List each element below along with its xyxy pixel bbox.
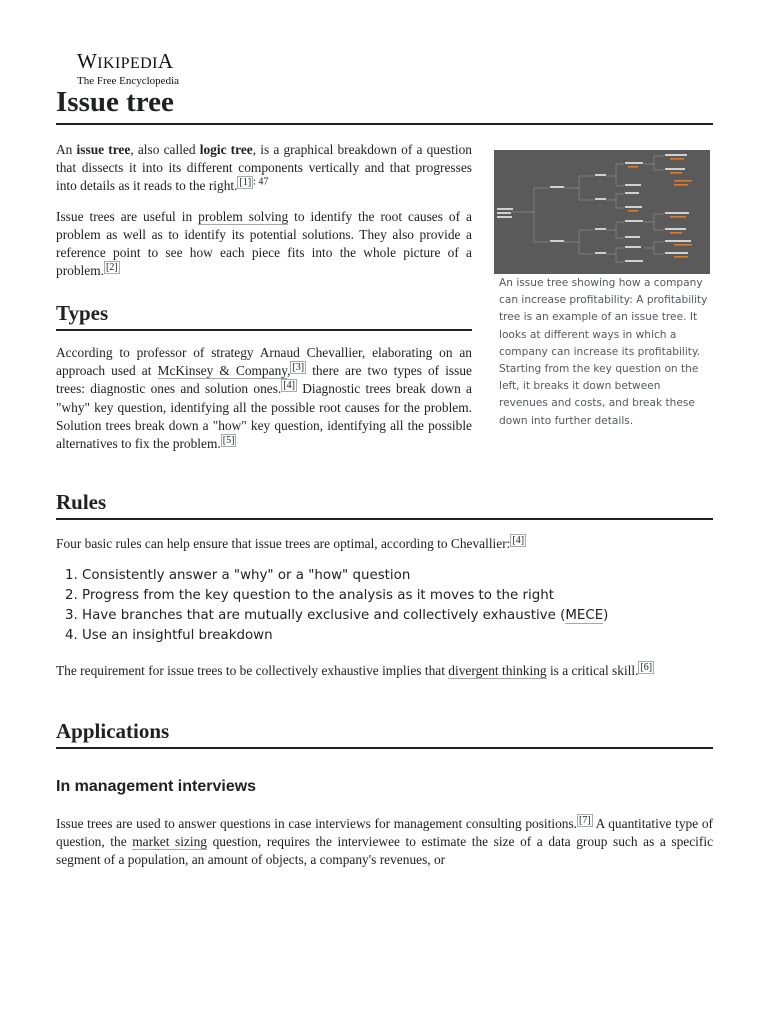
citation-4[interactable]: [4] [283,379,295,391]
applications-paragraph [56,815,713,870]
rule-item-3 [82,606,608,626]
figure-caption: An issue tree showing how a company can increase profitability: A profitability tree is an example of an issue tree. It looks at different ways in which a company can increase its profitability. Starting from the key question on the left, it breaks it down between revenues and costs, and break these down into further details. [499,277,708,427]
text: Diagnostic trees break down a "why" key question, identifying all the possible root causes for the problem. Solution trees break down a "how" key question, identifying all the possible alternatives to fix the problem. [56,381,472,452]
rule-item-2: 2. Progress from the key question to the analysis as it moves to the right [82,586,608,606]
section-heading-applications: Applications [56,718,713,749]
text: Issue trees are used to answer questions in case interviews for management consulting positions. [56,816,578,831]
citation-3[interactable]: [3] [292,361,305,373]
text: Have branches that are mutually exclusive and collectively exhaustive ( [82,608,566,623]
types-paragraph [56,344,472,453]
citation-6[interactable]: [6] [640,661,653,673]
text: According to professor of strategy Arnaud Chevallier, elaborating on an approach used at [56,345,472,379]
citation-4b[interactable]: [4] [512,534,525,546]
types-section [56,344,472,453]
text: there are two types of issue trees: diagnostic ones and solution ones. [56,363,472,397]
rule-item-1: 1. Consistently answer a "why" or a "how" question [82,566,608,586]
text: question, requires the interviewee to estimate the size of a data group such as a specific segment of a population, an amount of objects, a company's revenues, or [56,834,714,868]
bold-term-logic-tree: logic tree [199,142,253,157]
citation-page: : 47 [253,176,269,188]
section-heading-types: Types [56,300,472,331]
citation-1[interactable]: [1] [239,176,252,188]
text: An [56,142,77,157]
link-problem-solving[interactable]: problem solving [198,208,289,224]
section-heading-rules: Rules [56,489,713,520]
text: Four basic rules can help ensure that issue trees are optimal, according to Chevallier: [56,536,511,551]
link-mckinsey[interactable]: McKinsey & Company [157,363,288,379]
page-title: Issue tree [56,84,713,125]
text: , [287,363,291,379]
link-mece[interactable]: MECE [565,608,604,623]
text: The requirement for issue trees to be collectively exhaustive implies that [56,663,449,678]
figure-issue-tree [494,150,710,430]
wikipedia-logo[interactable] [77,50,217,88]
rules-after-paragraph [56,662,713,680]
text: , also called [130,142,200,157]
text: is a critical skill. [546,663,639,678]
citation-2[interactable]: [2] [105,261,118,273]
citation-7[interactable]: [7] [579,814,591,826]
link-market-sizing[interactable]: market sizing [132,834,207,850]
logo-wordmark: WIKIPEDIA [77,49,174,73]
text: A quantitative type of question, the [56,816,713,850]
intro-paragraph-2 [56,208,472,281]
subsection-heading-management-interviews: In management interviews [56,778,257,795]
rules-list [56,566,608,646]
issue-tree-image[interactable] [494,150,710,274]
text: , is a graphical breakdown of a question that dissects it into its different components vertically and that progresses into details as it reads to the right. [56,142,472,194]
rule-item-4: 4. Use an insightful breakdown [82,626,608,646]
text: to identify the root causes of a problem as well as to identify its potential solutions. They also provide a reference point to see how each piece fits into the whole picture of a problem. [56,208,472,279]
issue-tree-diagram [494,150,710,274]
logo-tagline: The Free Encyclopedia [77,75,180,87]
intro-paragraph-1 [56,141,472,196]
intro-section [56,141,472,280]
bold-term-issue-tree: issue tree [76,142,131,157]
text: Issue trees are useful in [56,208,199,224]
citation-5[interactable]: [5] [222,434,235,446]
text: ) [603,608,609,623]
link-divergent-thinking[interactable]: divergent thinking [448,663,547,678]
rules-intro [56,535,713,553]
